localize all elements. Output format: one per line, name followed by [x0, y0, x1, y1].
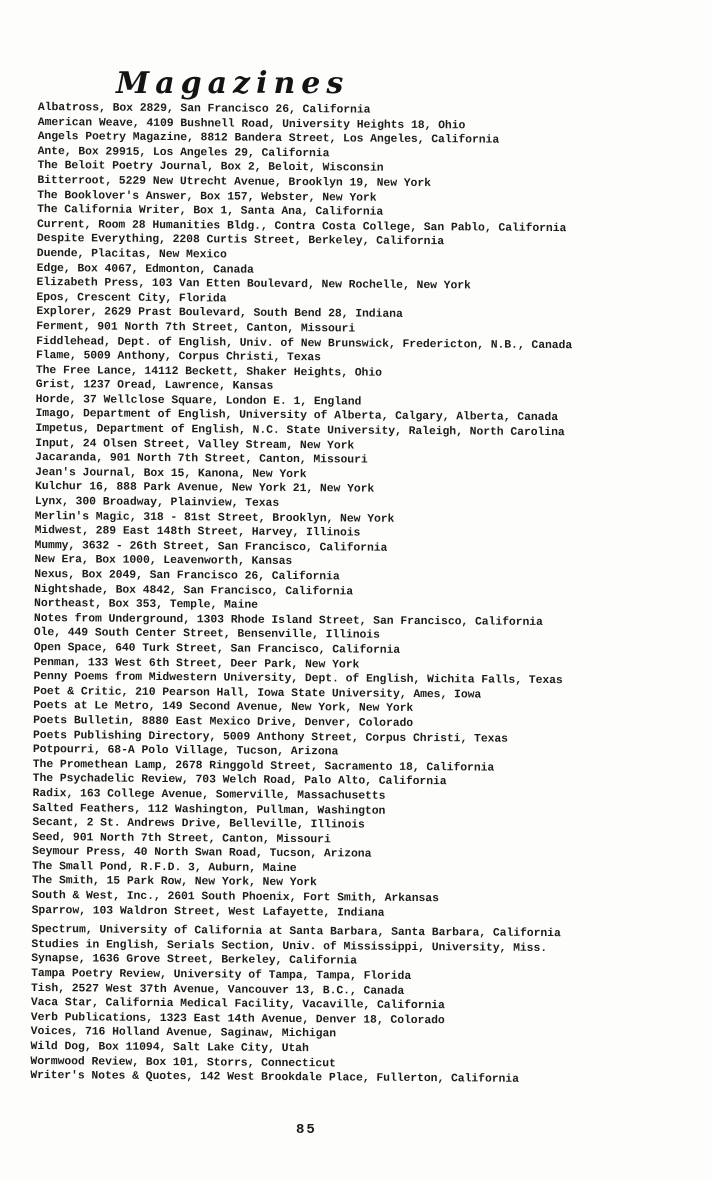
list-item: Nightshade, Box 4842, San Francisco, California — [34, 583, 354, 599]
list-item: Merlin's Magic, 318 - 81st Street, Brooklyn, New York — [34, 510, 395, 526]
list-item: Input, 24 Olsen Street, Valley Stream, New York — [35, 437, 355, 453]
list-item: The Free Lance, 14112 Beckett, Shaker Heights, Ohio — [35, 364, 382, 380]
list-item: Tampa Poetry Review, University of Tampa, Tampa, Florida — [31, 968, 412, 983]
list-item: South & West, Inc., 2601 South Phoenix, Fort Smith, Arkansas — [31, 890, 439, 906]
list-item: Midwest, 289 East 148th Street, Harvey, Illinois — [34, 525, 361, 540]
list-item: Ferment, 901 North 7th Street, Canton, Missouri — [36, 320, 356, 336]
list-item: The Small Pond, R.F.D. 3, Auburn, Maine — [31, 860, 297, 875]
list-item: Kulchur 16, 888 Park Avenue, New York 21, New York — [34, 481, 375, 497]
list-item: Jean's Journal, Box 15, Kanona, New York — [35, 466, 307, 481]
list-item: Poets at Le Metro, 149 Second Avenue, New York, New York — [33, 700, 414, 716]
list-item: Wild Dog, Box 11094, Salt Lake City, Utah — [30, 1040, 309, 1056]
list-item: Jacaranda, 901 North 7th Street, Canton, Missouri — [35, 452, 368, 467]
list-item: Vaca Star, California Medical Facility, Vacaville, California — [30, 997, 445, 1013]
list-item: Spectrum, University of California at Santa Barbara, Santa Barbara, California — [31, 924, 561, 941]
list-item: The Booklover's Answer, Box 157, Webster, New York — [37, 189, 377, 205]
magazine-list — [30, 101, 678, 1089]
list-item: Elizabeth Press, 103 Van Etten Boulevard, New Rochelle, New York — [36, 277, 471, 293]
list-item: Flame, 5009 Anthony, Corpus Christi, Texas — [35, 350, 322, 365]
page-title: Magazines — [116, 66, 350, 101]
list-item: Poets Bulletin, 8880 East Mexico Drive, Denver, Colorado — [33, 714, 414, 730]
list-item: Impetus, Department of English, N.C. State University, Raleigh, North Carolina — [35, 423, 565, 440]
list-item: Grist, 1237 Oread, Lawrence, Kansas — [35, 379, 274, 394]
list-item: Epos, Crescent City, Florida — [36, 291, 227, 306]
list-item: Edge, Box 4067, Edmonton, Canada — [36, 262, 254, 277]
list-item: Despite Everything, 2208 Curtis Street, Berkeley, California — [36, 233, 445, 249]
list-item: Horde, 37 Wellclose Square, London E. 1, England — [35, 393, 362, 409]
list-item: Synapse, 1636 Grove Street, Berkeley, California — [31, 953, 358, 968]
list-item: Bitterroot, 5229 New Utrecht Avenue, Brooklyn 19, New York — [37, 174, 431, 191]
list-item: Radix, 163 College Avenue, Somerville, Massachusetts — [32, 787, 386, 803]
list-item: Verb Publications, 1323 East 14th Avenue, Denver 18, Colorado — [30, 1011, 445, 1028]
list-item: Explorer, 2629 Prast Boulevard, South Bend 28, Indiana — [36, 306, 403, 322]
list-item: Sparrow, 103 Waldron Street, West Lafayette, Indiana — [31, 904, 385, 920]
list-item: Lynx, 300 Broadway, Plainview, Texas — [34, 496, 280, 510]
list-item: Albatross, Box 2829, San Francisco 26, California — [37, 101, 371, 117]
list-item: Poets Publishing Directory, 5009 Anthony Street, Corpus Christi, Texas — [32, 729, 509, 746]
list-item: Writer's Notes & Quotes, 142 West Brookdale Place, Fullerton, California — [30, 1070, 519, 1086]
list-item: Imago, Department of English, University of Alberta, Calgary, Alberta, Canada — [35, 408, 559, 425]
list-item: Poet & Critic, 210 Pearson Hall, Iowa State University, Ames, Iowa — [33, 685, 482, 702]
list-item: Ole, 449 South Center Street, Bensenville, Illinois — [33, 627, 380, 643]
list-item: Open Space, 640 Turk Street, San Francisco, California — [33, 641, 401, 657]
list-item: Fiddlehead, Dept. of English, Univ. of New Brunswick, Fredericton, N.B., Canada — [36, 335, 573, 352]
list-item: Salted Feathers, 112 Washington, Pullman, Washington — [32, 802, 386, 818]
list-item: Seymour Press, 40 North Swan Road, Tucson, Arizona — [32, 846, 372, 861]
list-item: Wormwood Review, Box 101, Storrs, Connecticut — [30, 1055, 336, 1070]
list-item: Penman, 133 West 6th Street, Deer Park, New York — [33, 656, 360, 672]
list-item: Studies in English, Serials Section, Univ. of Mississippi, University, Miss. — [31, 938, 548, 955]
list-item: The Beloit Poetry Journal, Box 2, Beloit, Wisconsin — [37, 160, 384, 176]
list-item: Voices, 716 Holland Avenue, Saginaw, Michigan — [30, 1026, 337, 1041]
list-item: The Smith, 15 Park Row, New York, New York — [31, 875, 317, 890]
list-item: Duende, Placitas, New Mexico — [36, 247, 227, 262]
list-item: Seed, 901 North 7th Street, Canton, Missouri — [32, 831, 331, 847]
list-item: New Era, Box 1000, Leavenworth, Kansas — [34, 554, 293, 569]
list-item: Notes from Underground, 1303 Rhode Island Street, San Francisco, California — [33, 612, 543, 629]
list-item: Mummy, 3632 - 26th Street, San Francisco, California — [34, 539, 388, 555]
list-item: The California Writer, Box 1, Santa Ana, California — [37, 204, 384, 219]
list-item: The Promethean Lamp, 2678 Ringgold Street, Sacramento 18, California — [32, 758, 495, 775]
list-item: Tish, 2527 West 37th Avenue, Vancouver 13, B.C., Canada — [30, 982, 405, 998]
list-item: Secant, 2 St. Andrews Drive, Belleville, Illinois — [32, 817, 365, 832]
list-item: Nexus, Box 2049, San Francisco 26, California — [34, 568, 340, 584]
page-number: 85 — [296, 1122, 317, 1138]
list-item: Northeast, Box 353, Temple, Maine — [34, 598, 259, 612]
list-item: The Psychadelic Review, 703 Welch Road, Palo Alto, California — [32, 773, 447, 789]
list-item: Current, Room 28 Humanities Bldg., Contra Costa College, San Pablo, California — [36, 218, 567, 235]
list-item: Penny Poems from Midwestern University, Dept. of English, Wichita Falls, Texas — [33, 671, 563, 688]
list-item: Ante, Box 29915, Los Angeles 29, California — [37, 145, 330, 161]
list-item: Potpourri, 68-A Polo Village, Tucson, Arizona — [32, 744, 339, 759]
list-item: American Weave, 4109 Bushnell Road, University Heights 18, Ohio — [37, 116, 466, 132]
list-item: Angels Poetry Magazine, 8812 Bandera Street, Los Angeles, California — [37, 131, 500, 147]
